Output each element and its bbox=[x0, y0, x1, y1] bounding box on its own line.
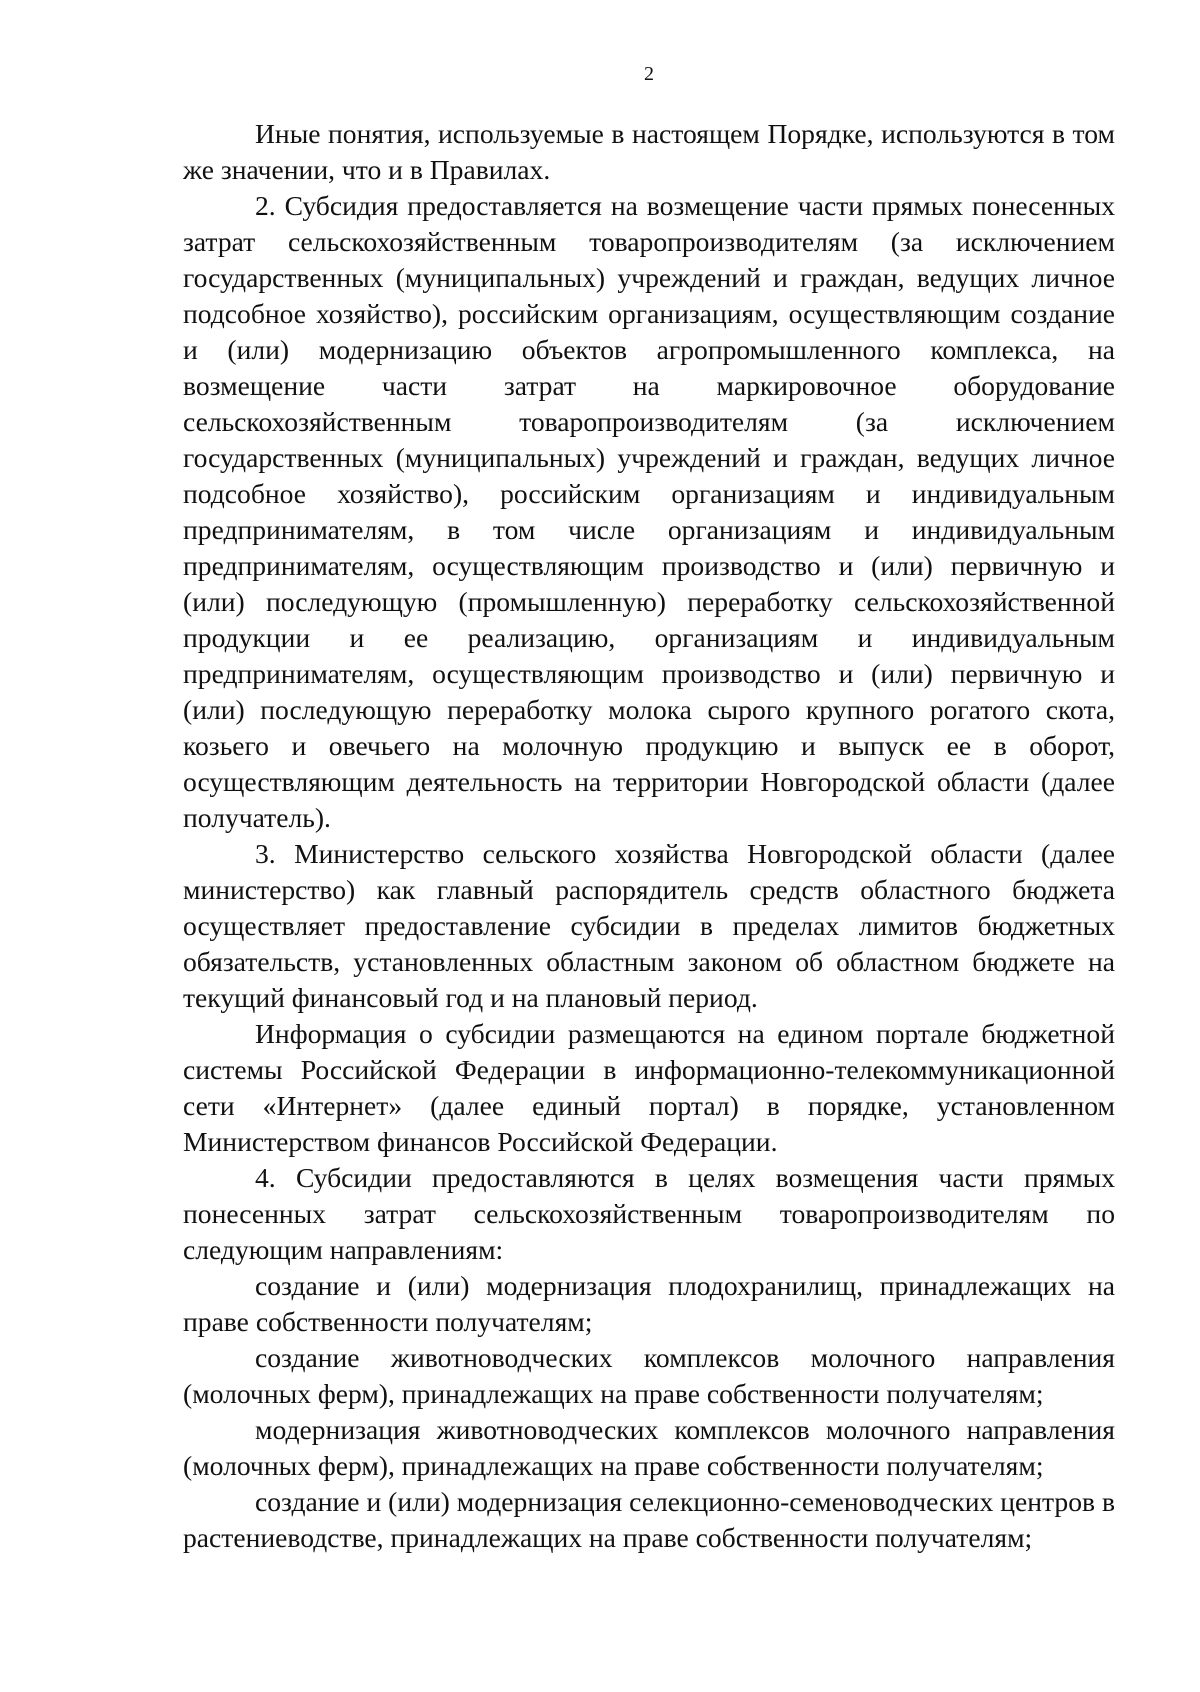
paragraph-2-subsidy-purpose: 2. Субсидия предоставляется на возмещение части прямых понесенных затрат сельскохозяйственным товаропроизводителям (за исключением государственных (муниципальных) учреждений и граждан, ведущих личное подсобное хозяйство), российским организациям, осуществляющим создание и (или) модернизацию объектов агропромышленного комплекса, на возмещение части затрат на маркировочное оборудование сельскохозяйственным товаропроизводителям (за исключением государственных (муниципальных) учреждений и граждан, ведущих личное подсобное хозяйство), российским организациям и индивидуальным предпринимателям, в том числе организациям и индивидуальным предпринимателям, осуществляющим производство и (или) первичную и (или) последующую (промышленную) переработку сельскохозяйственной продукции и ее реализацию, организациям и индивидуальным предпринимателям, осуществляющим производство и (или) первичную и (или) последующую переработку молока сырого крупного рогатого скота, козьего и овечьего на молочную продукцию и выпуск ее в оборот, осуществляющим деятельность на территории Новгородской области (далее получатель). bbox=[183, 190, 1115, 833]
list-item-dairy-creation: создание животноводческих комплексов молочного направления (молочных ферм), принадлежащих на праве собственности получателям; bbox=[183, 1342, 1115, 1409]
paragraph-subsidy-information: Информация о субсидии размещаются на едином портале бюджетной системы Российской Федерации в информационно-телекоммуникационной сети «Интернет» (далее единый портал) в порядке, установленном Министерством финансов Российской Федерации. bbox=[183, 1018, 1115, 1157]
page-number: 2 bbox=[644, 63, 654, 85]
list-item-dairy-modernization: модернизация животноводческих комплексов молочного направления (молочных ферм), принадлежащих на праве собственности получателям; bbox=[183, 1414, 1115, 1481]
paragraph-definitions: Иные понятия, используемые в настоящем Порядке, используются в том же значении, что и в Правилах. bbox=[183, 118, 1115, 185]
paragraph-4-directions: 4. Субсидии предоставляются в целях возмещения части прямых понесенных затрат сельскохозяйственным товаропроизводителям по следующим направлениям: bbox=[183, 1162, 1115, 1265]
document-body bbox=[183, 116, 1115, 1556]
list-item-seed-centers: создание и (или) модернизация селекционно-семеноводческих центров в растениеводстве, принадлежащих на праве собственности получателям; bbox=[183, 1486, 1115, 1553]
paragraph-3-ministry: 3. Министерство сельского хозяйства Новгородской области (далее министерство) как главный распорядитель средств областного бюджета осуществляет предоставление субсидии в пределах лимитов бюджетных обязательств, установленных областным законом об областном бюджете на текущий финансовый год и на плановый период. bbox=[183, 838, 1115, 1013]
list-item-fruit-storage: создание и (или) модернизация плодохранилищ, принадлежащих на праве собственности получателям; bbox=[183, 1270, 1115, 1337]
